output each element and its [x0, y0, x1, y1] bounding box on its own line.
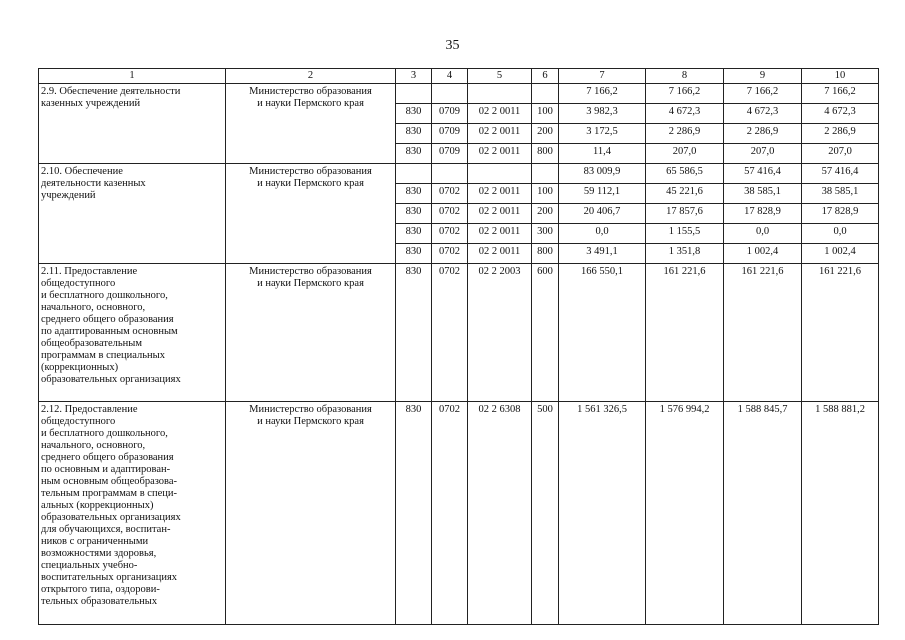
code-cell: [396, 84, 432, 104]
program-name-line: начального, основного,: [41, 440, 146, 451]
amount-total: 7 166,2: [646, 84, 724, 104]
amount: 1 351,8: [646, 244, 724, 264]
expense-type-code: 100: [532, 184, 559, 204]
grbs-code: 830: [396, 124, 432, 144]
amount: 38 585,1: [724, 184, 802, 204]
amount: 1 588 845,7: [724, 402, 802, 625]
header-cell: 2: [226, 69, 396, 84]
target-article-code: 02 2 0011: [468, 224, 532, 244]
program-name-line: 2.12. Предоставление: [41, 404, 138, 415]
amount: 1 588 881,2: [802, 402, 879, 625]
program-name-line: и бесплатного дошкольного,: [41, 428, 168, 439]
target-article-code: 02 2 0011: [468, 204, 532, 224]
header-cell: 1: [39, 69, 226, 84]
page-number: 35: [445, 38, 460, 53]
amount: 2 286,9: [802, 124, 879, 144]
header-cell: 9: [724, 69, 802, 84]
table-row-total: [39, 84, 879, 104]
program-name-line: тельным программам в специ-: [41, 488, 177, 499]
table-row: [39, 402, 879, 625]
program-name: [39, 264, 226, 402]
table-row: [39, 264, 879, 402]
program-name-line: и бесплатного дошкольного,: [41, 290, 168, 301]
amount: 0,0: [802, 224, 879, 244]
program-name: [39, 164, 226, 264]
header-cell: 10: [802, 69, 879, 84]
amount: 3 982,3: [559, 104, 646, 124]
amount: 1 002,4: [724, 244, 802, 264]
program-name-line: 2.10. Обеспечение: [41, 166, 123, 177]
header-cell: 5: [468, 69, 532, 84]
amount: 4 672,3: [724, 104, 802, 124]
grbs-code: 830: [396, 224, 432, 244]
grbs-code: 830: [396, 144, 432, 164]
organization-name-line: и науки Пермского края: [257, 178, 364, 189]
amount: 17 828,9: [724, 204, 802, 224]
program-name-line: программам в специальных: [41, 350, 165, 361]
organization-name-line: Министерство образования: [249, 266, 372, 277]
header-cell: 7: [559, 69, 646, 84]
amount: 2 286,9: [724, 124, 802, 144]
program-name-line: ным основным общеобразова-: [41, 476, 178, 487]
grbs-code: 830: [396, 184, 432, 204]
program-name-line: 2.11. Предоставление: [41, 266, 138, 277]
amount-total: 83 009,9: [559, 164, 646, 184]
amount: 1 155,5: [646, 224, 724, 244]
header-cell: 8: [646, 69, 724, 84]
expense-type-code: 100: [532, 104, 559, 124]
grbs-code: 830: [396, 104, 432, 124]
amount: 3 491,1: [559, 244, 646, 264]
section-code: 0709: [432, 124, 468, 144]
code-cell: [432, 164, 468, 184]
organization-name: [226, 164, 396, 264]
code-cell: [468, 164, 532, 184]
grbs-code: 830: [396, 204, 432, 224]
target-article-code: 02 2 6308: [468, 402, 532, 625]
amount: 3 172,5: [559, 124, 646, 144]
program-name-line: среднего общего образования: [41, 314, 174, 325]
organization-name-line: Министерство образования: [249, 166, 372, 177]
expense-type-code: 800: [532, 144, 559, 164]
organization-name-line: Министерство образования: [249, 404, 372, 415]
section-code: 0702: [432, 244, 468, 264]
organization-name-line: и науки Пермского края: [257, 98, 364, 109]
amount: 45 221,6: [646, 184, 724, 204]
amount: 17 857,6: [646, 204, 724, 224]
amount-total: 65 586,5: [646, 164, 724, 184]
amount-total: 57 416,4: [724, 164, 802, 184]
expense-type-code: 500: [532, 402, 559, 625]
code-cell: [532, 84, 559, 104]
code-cell: [432, 84, 468, 104]
organization-name: [226, 264, 396, 402]
amount: 20 406,7: [559, 204, 646, 224]
amount: 207,0: [646, 144, 724, 164]
organization-name-line: и науки Пермского края: [257, 416, 364, 427]
section-code: 0702: [432, 204, 468, 224]
program-name-line: образовательных организациях: [41, 374, 181, 385]
program-name-line: воспитательных организациях: [41, 572, 178, 583]
target-article-code: 02 2 0011: [468, 184, 532, 204]
program-name-line: для обучающихся, воспитан-: [41, 524, 171, 535]
program-name-line: образовательных организациях: [41, 512, 181, 523]
expense-type-code: 200: [532, 124, 559, 144]
organization-name: [226, 84, 396, 164]
amount: 1 002,4: [802, 244, 879, 264]
amount: 59 112,1: [559, 184, 646, 204]
budget-table: [38, 68, 879, 625]
organization-name-line: Министерство образования: [249, 86, 372, 97]
section-code: 0709: [432, 104, 468, 124]
amount: 166 550,1: [559, 264, 646, 402]
target-article-code: 02 2 0011: [468, 144, 532, 164]
program-name-line: ников с ограниченными: [41, 536, 149, 547]
program-name-line: открытого типа, оздорови-: [41, 584, 160, 595]
section-code: 0702: [432, 184, 468, 204]
program-name-line: 2.9. Обеспечение деятельности: [41, 86, 181, 97]
grbs-code: 830: [396, 264, 432, 402]
amount: 207,0: [724, 144, 802, 164]
amount: 207,0: [802, 144, 879, 164]
amount: 4 672,3: [802, 104, 879, 124]
organization-name-line: и науки Пермского края: [257, 278, 364, 289]
header-cell: 6: [532, 69, 559, 84]
target-article-code: 02 2 0011: [468, 104, 532, 124]
grbs-code: 830: [396, 402, 432, 625]
target-article-code: 02 2 2003: [468, 264, 532, 402]
organization-name: [226, 402, 396, 625]
program-name-line: начального, основного,: [41, 302, 146, 313]
code-cell: [396, 164, 432, 184]
program-name-line: (коррекционных): [41, 362, 119, 373]
amount: 161 221,6: [802, 264, 879, 402]
amount: 11,4: [559, 144, 646, 164]
amount-total: 57 416,4: [802, 164, 879, 184]
section-code: 0702: [432, 402, 468, 625]
amount: 38 585,1: [802, 184, 879, 204]
program-name-line: по адаптированным основным: [41, 326, 178, 337]
expense-type-code: 800: [532, 244, 559, 264]
amount: 2 286,9: [646, 124, 724, 144]
program-name-line: общедоступного: [41, 416, 116, 427]
expense-type-code: 200: [532, 204, 559, 224]
amount: 0,0: [724, 224, 802, 244]
expense-type-code: 600: [532, 264, 559, 402]
amount-total: 7 166,2: [559, 84, 646, 104]
target-article-code: 02 2 0011: [468, 124, 532, 144]
header-cell: 4: [432, 69, 468, 84]
program-name-line: среднего общего образования: [41, 452, 174, 463]
amount-total: 7 166,2: [724, 84, 802, 104]
program-name-line: общедоступного: [41, 278, 116, 289]
grbs-code: 830: [396, 244, 432, 264]
program-name-line: альных (коррекционных): [41, 500, 154, 511]
expense-type-code: 300: [532, 224, 559, 244]
target-article-code: 02 2 0011: [468, 244, 532, 264]
amount-total: 7 166,2: [802, 84, 879, 104]
program-name: [39, 402, 226, 625]
section-code: 0709: [432, 144, 468, 164]
amount: 0,0: [559, 224, 646, 244]
amount: 161 221,6: [646, 264, 724, 402]
program-name-line: специальных учебно-: [41, 560, 138, 571]
amount: 161 221,6: [724, 264, 802, 402]
program-name-line: по основным и адаптирован-: [41, 464, 171, 475]
section-code: 0702: [432, 224, 468, 244]
amount: 4 672,3: [646, 104, 724, 124]
amount: 1 576 994,2: [646, 402, 724, 625]
program-name-line: учреждений: [41, 190, 96, 201]
table-header-row: [39, 69, 879, 84]
amount: 1 561 326,5: [559, 402, 646, 625]
program-name-line: тельных образовательных: [41, 596, 158, 607]
program-name-line: деятельности казенных: [41, 178, 146, 189]
program-name-line: казенных учреждений: [41, 98, 141, 109]
code-cell: [468, 84, 532, 104]
program-name-line: общеобразовательным: [41, 338, 142, 349]
program-name-line: возможностями здоровья,: [41, 548, 157, 559]
amount: 17 828,9: [802, 204, 879, 224]
program-name: [39, 84, 226, 164]
table-row-total: [39, 164, 879, 184]
code-cell: [532, 164, 559, 184]
section-code: 0702: [432, 264, 468, 402]
header-cell: 3: [396, 69, 432, 84]
